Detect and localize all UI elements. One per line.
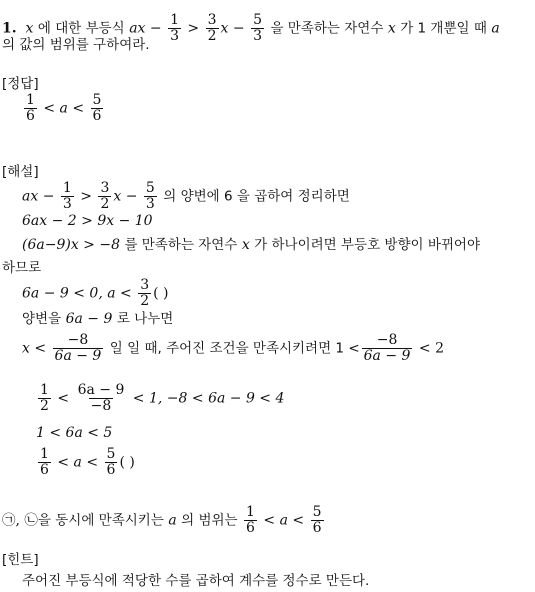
- var-x: x: [25, 20, 34, 37]
- solution-step-3-wrap: 하므로: [2, 260, 42, 276]
- solution-step-9: [36, 447, 135, 478]
- step5-math: 6a − 9: [65, 311, 113, 327]
- frac-1-6: $\frac{1}{6}$: [26, 92, 35, 124]
- step1-frac-3-2: $\frac{3}{2}$: [100, 180, 110, 212]
- solution-step-8: 1 < 6a < 5: [36, 425, 113, 441]
- step5-text-b: 로 나누면: [116, 311, 174, 327]
- step7-frac-1-2: $\frac{1}{2}$: [40, 382, 49, 414]
- conclusion-var-a: a: [168, 512, 177, 529]
- step3-math: (6a−9)x > −8: [22, 237, 120, 253]
- step1-frac-1-3: $\frac{1}{3}$: [62, 180, 72, 212]
- ineq-ax: ax −: [129, 20, 167, 37]
- step6-text: 일 일 때, 주어진 조건을 만족시키려면 1 <: [109, 340, 360, 357]
- step9-frac-5-6: $\frac{5}{6}$: [106, 446, 116, 478]
- step5-text-a: 양변을: [22, 311, 62, 327]
- frac-1-3: $\frac{1}{3}$: [170, 12, 179, 44]
- answer-lt-a-lt: < a <: [38, 100, 89, 117]
- step1-x-minus: x −: [113, 188, 142, 205]
- step1-text: 의 양변에 6 을 곱하여 정리하면: [163, 188, 350, 205]
- circle-1-icon: ㉠: [2, 512, 16, 529]
- step3-tail: 가 하나이려면 부등호 방향이 바뀌어야: [254, 237, 480, 253]
- problem-text-suffix: 을 만족하는 자연수: [270, 20, 384, 37]
- step1-frac-5-3: $\frac{5}{3}$: [145, 180, 155, 212]
- step7-lt: <: [52, 390, 74, 407]
- conclusion-lt-a-lt: < a <: [258, 512, 309, 529]
- problem-text-prefix: 에 대한 부등식: [37, 20, 125, 37]
- step9-tag: ( ): [119, 454, 135, 471]
- step4-tag: ( ): [153, 285, 169, 302]
- step1-gt: >: [75, 188, 97, 205]
- circle-2-icon: ㉡: [24, 512, 38, 529]
- solution-step-3: [22, 236, 480, 254]
- solution-header: [해설]: [2, 164, 39, 180]
- step3-var-x: x: [241, 237, 250, 253]
- frac-5-3: $\frac{5}{3}$: [253, 12, 262, 44]
- step7-frac-6a9: $\frac{6a - 9}{-8}$: [77, 382, 125, 414]
- conclusion-text-2: 의 범위는: [181, 512, 238, 529]
- var-x-2: x: [387, 20, 396, 37]
- solution-step-2: 6ax − 2 > 9x − 10: [22, 213, 153, 229]
- step4-math: 6a − 9 < 0, a <: [22, 285, 137, 302]
- var-a: a: [491, 20, 500, 37]
- step9-frac-1-6: $\frac{1}{6}$: [40, 446, 49, 478]
- conclusion-frac-5-6: $\frac{5}{6}$: [312, 504, 322, 536]
- step6-x-lt: x <: [22, 340, 51, 357]
- conclusion-text: 을 동시에 만족시키는: [37, 512, 164, 529]
- frac-5-6: $\frac{5}{6}$: [92, 92, 102, 124]
- step3-text: 를 만족하는 자연수: [124, 237, 238, 253]
- step1-ax: ax −: [22, 188, 59, 205]
- solution-step-7: [36, 383, 284, 414]
- conclusion-frac-1-6: $\frac{1}{6}$: [246, 504, 255, 536]
- problem-number: 1.: [2, 20, 17, 37]
- frac-3-2: $\frac{3}{2}$: [207, 12, 217, 44]
- problem-text-tail: 가 1 개뿐일 때: [400, 20, 487, 37]
- solution-step-5: [22, 310, 173, 328]
- solution-conclusion: ㉠, ㉡을 동시에 만족시키는 a 의 범위는 $\frac{1}{6}$ < a < $\frac{5}{6}$: [2, 504, 322, 536]
- step9-lt-a-lt: < a <: [52, 454, 103, 471]
- step7-tail: < 1, −8 < 6a − 9 < 4: [128, 390, 285, 407]
- step4-frac-3-2: $\frac{3}{2}$: [140, 277, 150, 309]
- answer-header: [정답]: [2, 76, 39, 92]
- solution-step-6: [22, 333, 444, 364]
- step6-frac-a: $\frac{-8}{6a - 9}$: [54, 332, 102, 364]
- solution-step-1: [22, 181, 350, 212]
- gt-sign: >: [182, 20, 204, 37]
- x-minus: x −: [220, 20, 250, 37]
- step6-frac-b: $\frac{-8}{6a - 9}$: [363, 332, 411, 364]
- hint-text: 주어진 부등식에 적당한 수를 곱하여 계수를 정수로 만든다.: [22, 573, 370, 589]
- answer-math: [22, 93, 105, 124]
- problem-line-2: 의 값의 범위를 구하여라.: [2, 37, 150, 53]
- solution-step-4: [22, 278, 169, 309]
- hint-header: [힌트]: [2, 552, 39, 568]
- step6-lt2: < 2: [414, 340, 444, 357]
